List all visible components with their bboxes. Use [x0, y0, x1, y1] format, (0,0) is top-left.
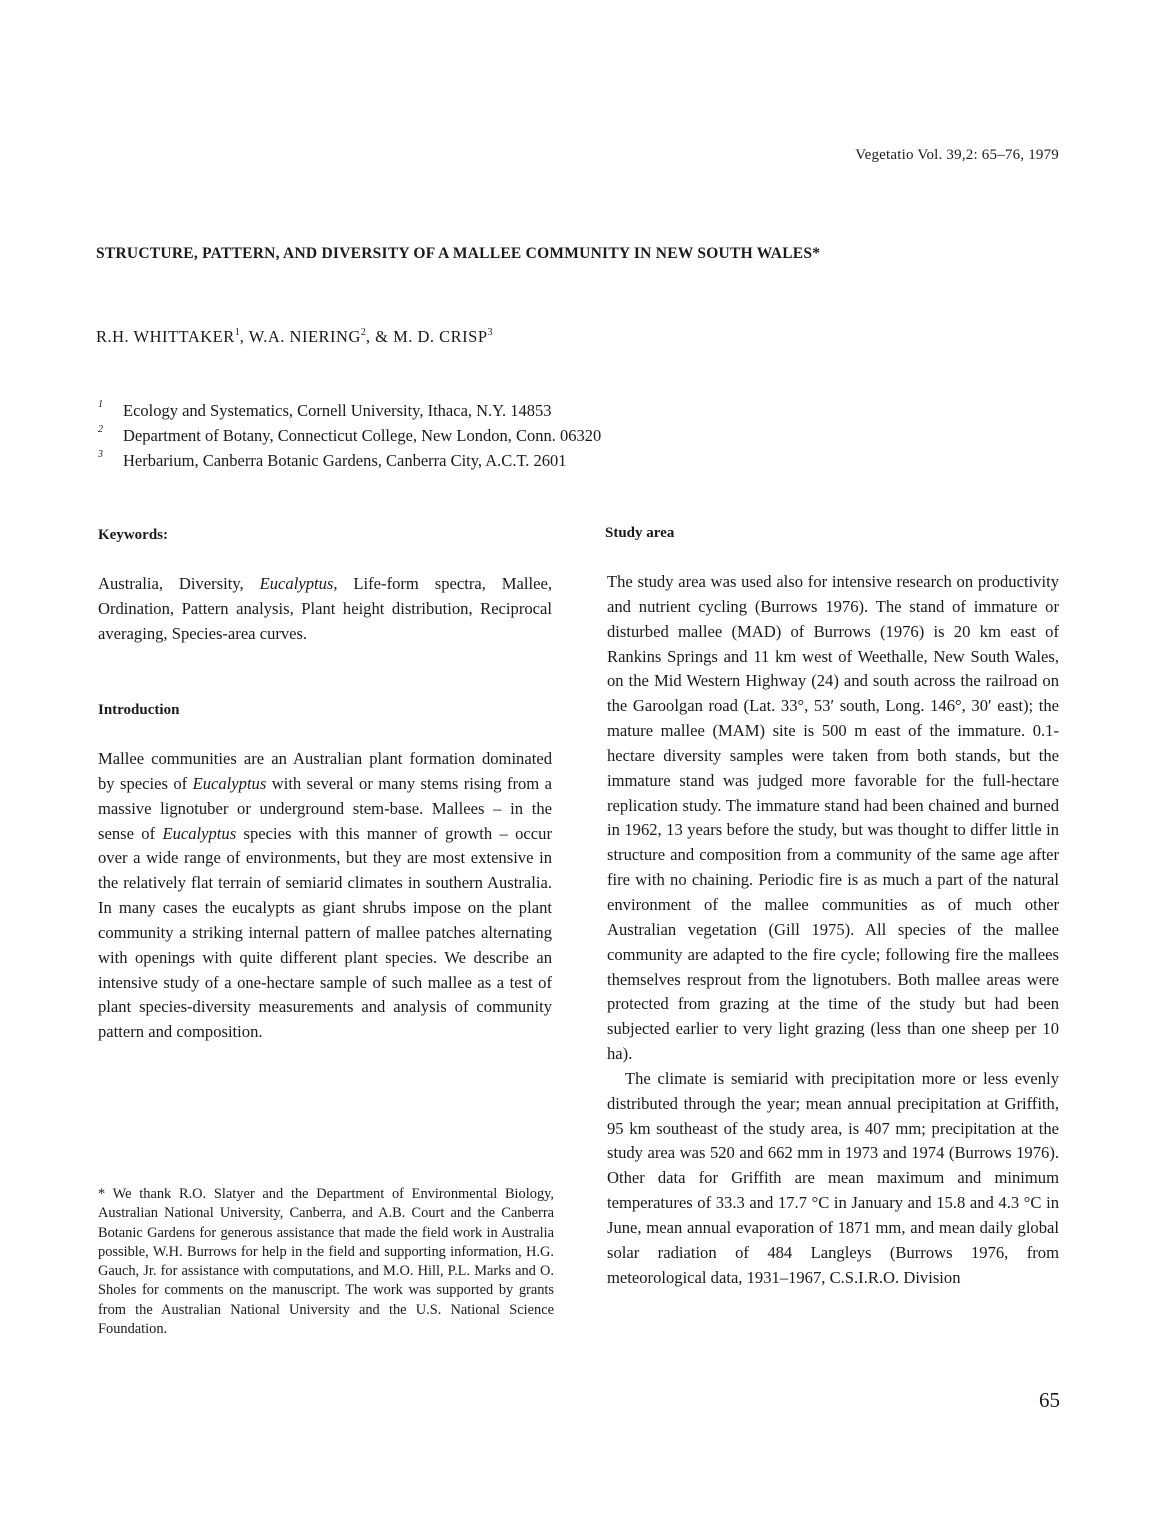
- page-number: 65: [1039, 1388, 1060, 1412]
- study-area-body: [607, 570, 1059, 1290]
- affiliation-text: Ecology and Systematics, Cornell University, Ithaca, N.Y. 14853: [123, 401, 552, 420]
- author-name: R.H. WHITTAKER: [96, 327, 235, 346]
- affiliation-number: 2: [98, 424, 103, 435]
- journal-citation: Vegetatio Vol. 39,2: 65–76, 1979: [855, 147, 1059, 163]
- keywords-heading: Keywords:: [98, 527, 168, 543]
- affiliation-text: Department of Botany, Connecticut College, New London, Conn. 06320: [123, 426, 602, 445]
- author-affiliation-mark: 3: [487, 327, 493, 338]
- keywords-italic-term: Eucalyptus: [259, 574, 334, 593]
- affiliation-number: 1: [98, 399, 103, 410]
- affiliation-number: 3: [98, 449, 103, 460]
- author-list: [96, 327, 493, 347]
- author-affiliation-mark: 2: [360, 327, 366, 338]
- intro-text-part: species with this manner of growth – occur over a wide range of environments, but they are most extensive in the relatively flat terrain of semiarid climates in southern Australia. In many cases the eucalypts as giant shrubs impose on the plant community a striking internal pattern of mallee patches alternating with openings with quite different plant species. We describe an intensive study of a one-hectare sample of such mallee as a test of plant species-diversity measurements and analysis of community pattern and composition.: [98, 823, 552, 1042]
- intro-italic-term: Eucalyptus: [162, 823, 237, 843]
- author-name: M. D. CRISP: [393, 327, 488, 346]
- introduction-heading: Introduction: [98, 702, 180, 718]
- introduction-body: [98, 747, 552, 1045]
- keywords-text: [98, 572, 552, 647]
- article-title: STRUCTURE, PATTERN, AND DIVERSITY OF A MALLEE COMMUNITY IN NEW SOUTH WALES*: [96, 245, 821, 262]
- intro-text-part: with several or many stems rising from a massive lignotuber or underground stem-base. Mallees – in the sense of: [98, 773, 552, 843]
- keywords-text-part: , Life-form spectra, Mallee, Ordination, Pattern analysis, Plant height distribution, Reciprocal averaging, Species-area curves.: [98, 574, 552, 643]
- author-affiliation-mark: 1: [234, 327, 240, 338]
- acknowledgement-footnote: * We thank R.O. Slatyer and the Department of Environmental Biology, Australian National University, Canberra, and A.B. Court and the Canberra Botanic Gardens for generous assistance that made the field work in Australia possible, W.H. Burrows for help in the field and supporting information, H.G. Gauch, Jr. for assistance with computations, and M.O. Hill, P.L. Marks and O. Sholes for comments on the manuscript. The work was supported by grants from the Australian National University and the U.S. National Science Foundation.: [98, 1186, 554, 1338]
- intro-text-part: Mallee communities are an Australian plant formation dominated by species of: [98, 749, 552, 793]
- study-area-paragraph: The climate is semiarid with precipitation more or less evenly distributed through the year; mean annual precipitation at Griffith, 95 km southeast of the study area, is 407 mm; precipitation at the study area was 520 and 662 mm in 1973 and 1974 (Burrows 1976). Other data for Griffith are mean maximum and minimum temperatures of 33.3 and 17.7 °C in January and 15.8 and 4.3 °C in June, mean annual evaporation of 1871 mm, and mean daily global solar radiation of 484 Langleys (Burrows 1976, from meteorological data, 1931–1967, C.S.I.R.O. Division: [607, 1068, 1059, 1287]
- study-area-heading: Study area: [605, 525, 675, 541]
- author-separator: ,: [239, 327, 249, 346]
- author-name: W.A. NIERING: [248, 327, 361, 346]
- intro-italic-term: Eucalyptus: [192, 773, 267, 793]
- author-separator: , &: [365, 327, 394, 346]
- keywords-text-part: Australia, Diversity,: [98, 574, 260, 593]
- study-area-paragraph: The study area was used also for intensive research on productivity and nutrient cycling (Burrows 1976). The stand of immature or disturbed mallee (MAD) of Burrows (1976) is 20 km east of Rankins Springs and 11 km west of Weethalle, New South Wales, on the Mid Western Highway (24) and south across the railroad on the Garoolgan road (Lat. 33°, 53′ south, Long. 146°, 30′ east); the mature mallee (MAM) site is 500 m east of the immature. 0.1-hectare diversity samples were taken from both stands, but the immature stand was judged more favorable for the full-hectare replication study. The immature stand had been chained and burned in 1962, 13 years before the study, but was thought to differ little in structure and composition from a community of the same age after fire with no chaining. Periodic fire is as much a part of the natural environment of the mallee communities as of much other Australian vegetation (Gill 1975). All species of the mallee community are adapted to the fire cycle; following fire the mallees themselves resprout from the lignotubers. Both mallee areas were protected from grazing at the time of the study but had been subjected earlier to very light grazing (less than one sheep per 10 ha).: [607, 572, 1059, 1064]
- affiliation-text: Herbarium, Canberra Botanic Gardens, Canberra City, A.C.T. 2601: [123, 451, 567, 470]
